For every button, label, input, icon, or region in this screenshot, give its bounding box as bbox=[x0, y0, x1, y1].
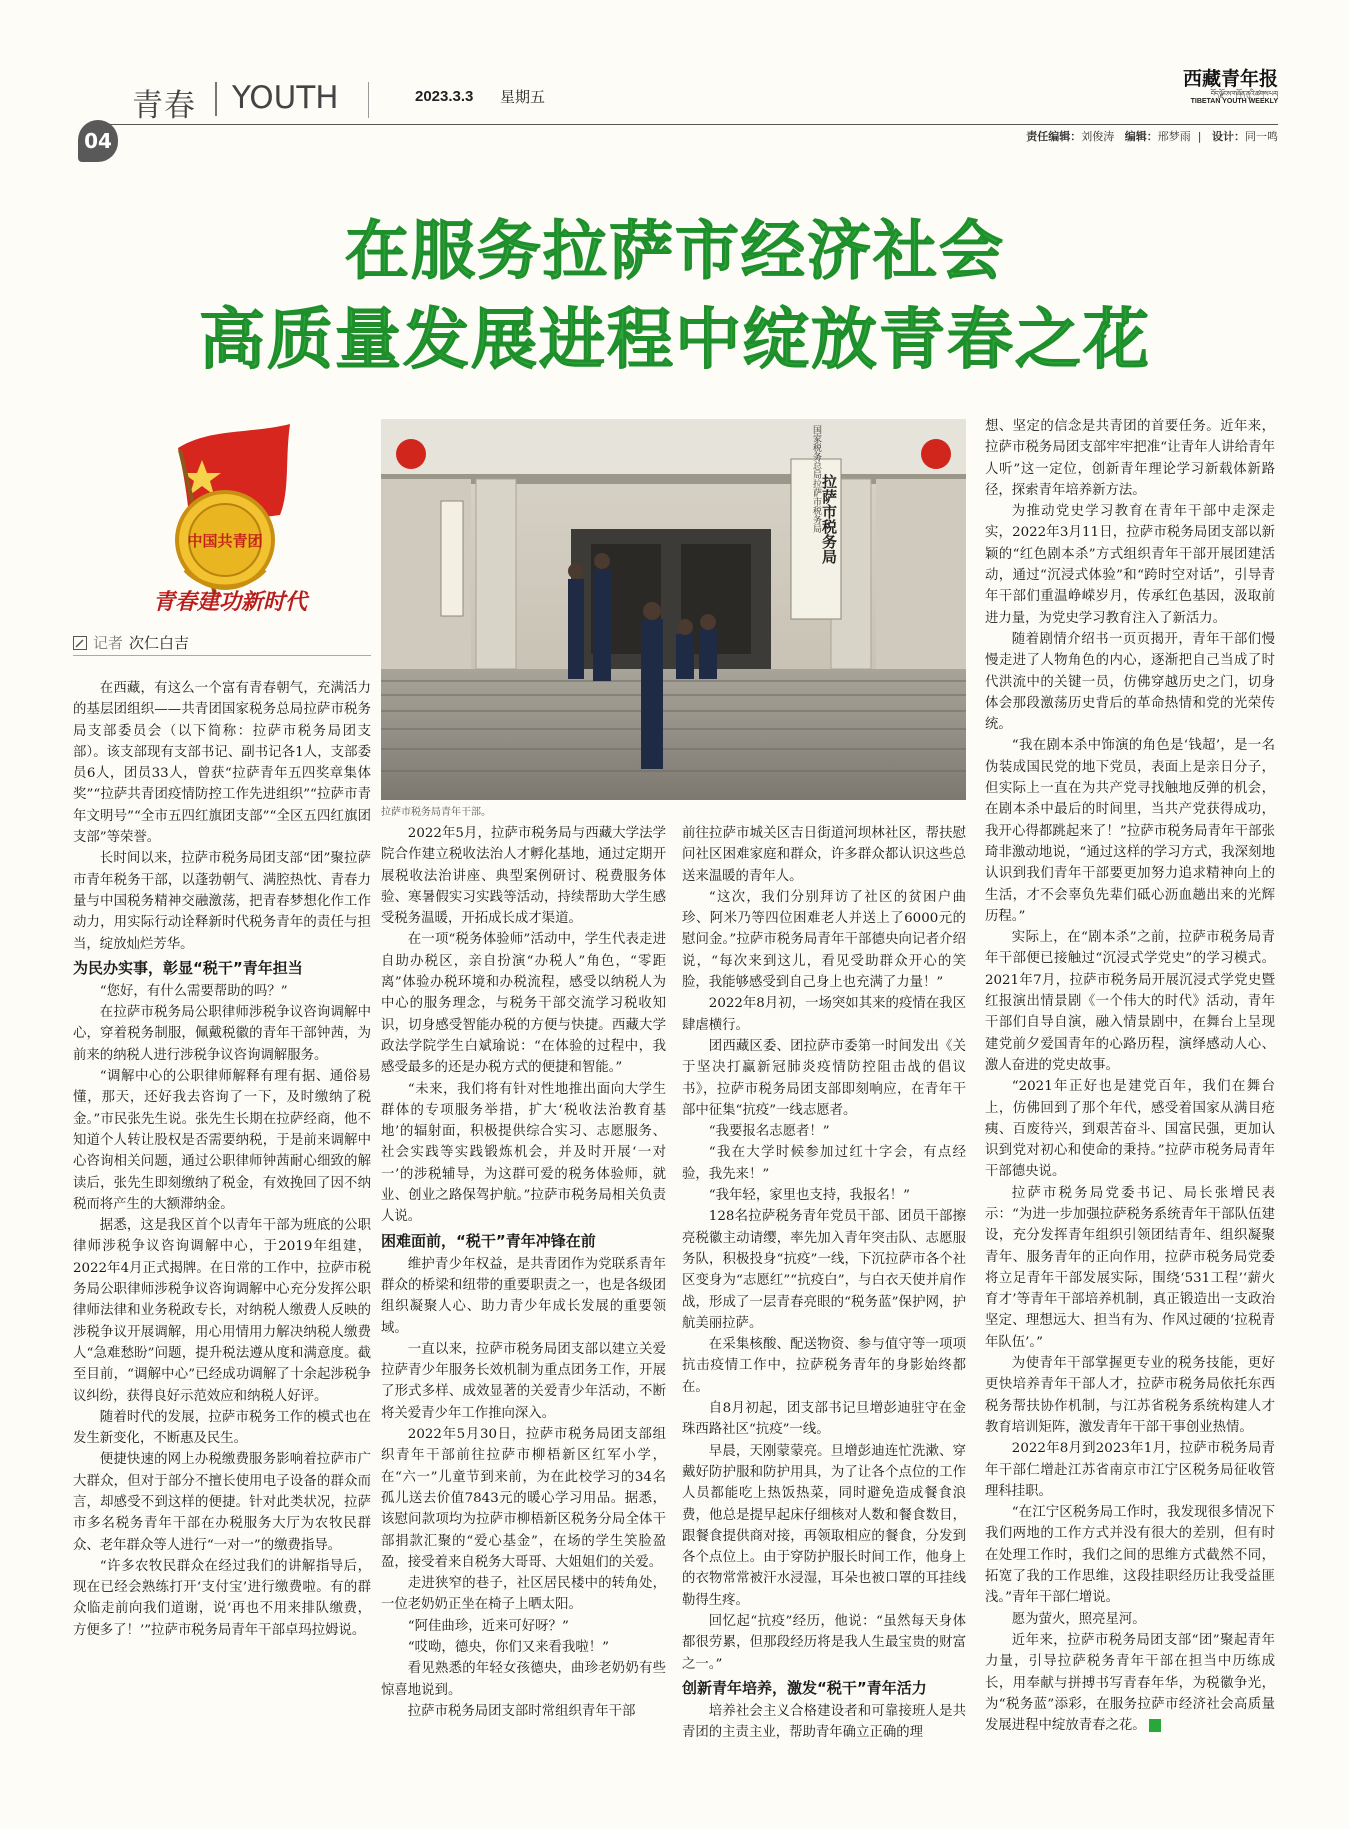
article-paragraph: 实际上，在“剧本杀”之前，拉萨市税务局青年干部便已接触过“沉浸式学党史”的学习模式。2021年7月，拉萨市税务局开展沉浸式学党史暨红报演出情景剧《一个伟大的时代》活动，青年干部们自导自演，融入情景剧中，在舞台上呈现建党前夕爱国青年的心路历程，演绎感动人心、激人奋进的党史故事。 bbox=[985, 930, 1275, 1073]
article-paragraph: “未来，我们将有针对性地推出面向大学生群体的专项服务举措，扩大‘税收法治教育基地’的辐射面，积极提供综合实习、志愿服务、社会实践等实践锻炼机会，并及时开展‘一对一’的涉税辅导，为这群可爱的税务体验师，就业、创业之路保驾护航。”拉萨市税务局相关负责人说。 bbox=[381, 1081, 666, 1225]
article-paragraph: “您好，有什么需要帮助的吗？” bbox=[99, 983, 288, 999]
article-paragraph: “我在大学时候参加过红十字会，有点经验，我先来！” bbox=[682, 1145, 966, 1182]
article-paragraph: 随着时代的发展，拉萨市税务工作的模式也在发生新变化，不断惠及民生。 bbox=[73, 1409, 371, 1447]
article-paragraph: “调解中心的公职律师解释有理有据、通俗易懂，那天，还好我去咨询了一下，及时缴纳了税金。”市民张先生说。张先生长期在拉萨经商，他不知道个人转让股权是否需要纳税，于是前来调解中心咨询相关问题，通过公职律师钟茜耐心细致的解读后，张先生即刻缴纳了税金，有效挽回了因不纳税而将产生的大额滞纳金。 bbox=[73, 1069, 371, 1212]
article-paragraph: 一直以来，拉萨市税务局团支部以建立关爱拉萨青少年服务长效机制为重点团务工作，开展了形式多样、成效显著的关爱青少年活动，不断将关爱青少年工作推向深入。 bbox=[381, 1341, 666, 1421]
article-paragraph: 在一项“税务体验师”活动中，学生代表走进自助办税区，亲自扮演“办税人”角色，“零距离”体验办税环境和办税流程，感受以纳税人为中心的服务理念，与税务干部交流学习税收知识，切身感受智能办税的方便与快捷。西藏大学政法学院学生白斌瑜说：“在体验的过程中，我感受最多的还是办税方式的便捷和智能。” bbox=[381, 932, 666, 1076]
section-title-en: YOUTH bbox=[232, 80, 339, 116]
end-mark-icon bbox=[1149, 1719, 1161, 1732]
emblem-slogan: 青春建功新时代 bbox=[152, 589, 307, 615]
article-paragraph: 2022年8月初，一场突如其来的疫情在我区肆虐横行。 bbox=[682, 996, 966, 1033]
article-paragraph: 随着剧情介绍书一页页揭开，青年干部们慢慢走进了人物角色的内心，逐渐把自己当成了时代洪流中的关键一员，仿佛穿越历史之门，切身体会那段激荡历史背后的革命热情和党的光荣传统。 bbox=[985, 631, 1275, 733]
article-paragraph: “这次，我们分别拜访了社区的贫困户曲珍、阿米乃等四位困难老人并送上了6000元的慰问金。”拉萨市税务局青年干部德央向记者介绍说，“每次来到这儿，看见受助群众开心的笑脸，我能够感受到自己身上也充满了力量！” bbox=[682, 889, 966, 991]
article-paragraph: “我在剧本杀中饰演的角色是‘钱超’，是一名伪装成国民党的地下党员，表面上是亲日分子，但实际上一直在为共产党寻找触地反弹的机会，在剧本杀中最后的时间里，当共产党获得成功，我开心得都跳起来了！”拉萨市税务局青年干部张琦非激动地说，“通过这样的学习方式，我深刻地认识到我们青年干部要更加努力追求精神向上的生活，才不会辜负先辈们砥心沥血趟出来的光辉历程。” bbox=[985, 738, 1275, 924]
article-paragraph: 2022年5月30日，拉萨市税务局团支部组织青年干部前往拉萨市柳梧新区红军小学，在“六一”儿童节到来前，为在此校学习的34名孤儿送去价值7843元的暖心学习用品。据悉，该慰问款项均为拉萨市柳梧新区税务分局全体干部捐款汇聚的“爱心基金”，在场的学生笑脸盈盈，接受着来自税务大哥哥、大姐姐们的关爱。 bbox=[381, 1427, 666, 1570]
article-paragraph: “哎呦，德央，你们又来看我啦！” bbox=[407, 1639, 609, 1655]
article-photo bbox=[381, 419, 966, 800]
youth-league-emblem-icon bbox=[140, 420, 310, 610]
building-sign-full: 国家税务总局拉萨市税务局 bbox=[811, 425, 821, 533]
byline-name: 次仁白吉 bbox=[129, 634, 190, 652]
issue-date: 2023.3.3 bbox=[415, 88, 474, 105]
header-divider bbox=[215, 82, 217, 116]
section-heading: 为民办实事，彰显“税干”青年担当 bbox=[73, 958, 303, 977]
issue-weekday: 星期五 bbox=[500, 88, 546, 106]
article-paragraph: 愿为萤火，照亮星河。 bbox=[1011, 1611, 1146, 1627]
article-paragraph: 便捷快速的网上办税缴费服务影响着拉萨市广大群众，但对于部分不擅长使用电子设备的群众而言，却感受不到这样的便捷。针对此类状况，拉萨市多名税务青年干部在办税服务大厅为农牧民群众、老年群众等人进行“一对一”的缴费指导。 bbox=[73, 1452, 371, 1553]
article-column-1 bbox=[73, 678, 371, 1641]
article-paragraph: 在西藏，有这么一个富有青春朝气，充满活力的基层团组织——共青团国家税务总局拉萨市税务局支部委员会（以下简称：拉萨市税务局团支部）。该支部现有支部书记、副书记各1人，支部委员6人，团员33人，曾获“拉萨青年五四奖章集体奖”“拉萨共青团疫情防控工作先进组织”“拉萨市青年文明号”“全市五四红旗团支部”“全区五四红旗团支部”等荣誉。 bbox=[73, 681, 371, 846]
section-title: 青春 bbox=[132, 88, 196, 124]
emblem-badge-text: 中国共青团 bbox=[187, 532, 263, 550]
article-paragraph: 团西藏区委、团拉萨市委第一时间发出《关于坚决打赢新冠肺炎疫情防控阻击战的倡议书》，拉萨市税务局团支部即刻响应，在青年干部中征集“抗疫”一线志愿者。 bbox=[682, 1038, 966, 1118]
article-paragraph: 128名拉萨税务青年党员干部、团员干部擦亮税徽主动请缨，率先加入青年突击队、志愿服务队，积极投身“抗疫”一线，下沉拉萨市各个社区变身为“志愿红”“抗疫白”，与白衣天使并肩作战，形成了一层青春亮眼的“税务蓝”保护网，护航美丽拉萨。 bbox=[682, 1209, 966, 1331]
byline bbox=[73, 632, 189, 653]
article-paragraph: 在采集核酸、配送物资、参与值守等一项项抗击疫情工作中，拉萨税务青年的身影始终都在。 bbox=[682, 1337, 966, 1395]
headline-line-1: 在服务拉萨市经济社会 bbox=[345, 215, 1005, 289]
byline-rule bbox=[73, 655, 371, 656]
article-paragraph: 长时间以来，拉萨市税务局团支部“团”聚拉萨市青年税务干部，以蓬勃朝气、满腔热忱、青春力量与中国税务精神交融激荡，把青春梦想化作工作动力，用实际行动诠释新时代税务青年的责任与担当，绽放灿烂芳华。 bbox=[73, 851, 371, 952]
article-paragraph: 想、坚定的信念是共青团的首要任务。近年来，拉萨市税务局团支部牢牢把准“让青年人讲给青年人听”这一定位，创新青年理论学习新载体新路径，探索青年培养新方法。 bbox=[985, 419, 1275, 498]
article-paragraph: 前往拉萨市城关区吉日街道河坝林社区，帮扶慰问社区困难家庭和群众，许多群众都认识这些总送来温暖的青年人。 bbox=[682, 826, 966, 884]
article-paragraph: 早晨，天刚蒙蒙亮。旦增彭迪连忙洗漱、穿戴好防护服和防护用具，为了让各个点位的工作人员都能吃上热饭热菜，同时避免造成餐食浪费，他总是提早起床仔细核对人数和餐食数目，跟餐食提供商对接，再领取相应的餐食，分发到各个点位上。由于穿防护服长时间工作，他身上的衣物常常被汗水浸湿，耳朵也被口罩的耳挂线勒得生疼。 bbox=[682, 1443, 966, 1608]
header-rule bbox=[110, 124, 1278, 125]
article-paragraph: “我年轻，家里也支持，我报名！” bbox=[708, 1188, 910, 1204]
article-column-4 bbox=[985, 416, 1275, 1736]
article-paragraph: “2021年正好也是建党百年，我们在舞台上，仿佛回到了那个年代，感受着国家从满目疮痍、百废待兴，到艰苦奋斗、国富民强，更加认识到党对初心和使命的秉持。”拉萨市税务局青年干部德央说。 bbox=[985, 1079, 1275, 1180]
article-paragraph: 拉萨市税务局团支部时常组织青年干部 bbox=[407, 1703, 636, 1719]
section-heading: 创新青年培养，激发“税干”青年活力 bbox=[682, 1678, 927, 1697]
header-divider-2 bbox=[368, 82, 369, 118]
page-number: 04 bbox=[78, 120, 118, 162]
section-heading: 困难面前，“税干”青年冲锋在前 bbox=[381, 1231, 596, 1250]
article-paragraph: 在拉萨市税务局公职律师涉税争议咨询调解中心，穿着税务制服，佩戴税徽的青年干部钟茜，为前来的纳税人进行涉税争议咨询调解服务。 bbox=[73, 1005, 371, 1063]
article-column-2 bbox=[381, 823, 666, 1722]
pencil-icon bbox=[73, 636, 87, 650]
article-paragraph: “阿佳曲珍，近来可好呀？” bbox=[407, 1618, 569, 1634]
article-paragraph: 回忆起“抗疫”经历，他说：“虽然每天身体都很劳累，但那段经历将是我人生最宝贵的财富之一。” bbox=[682, 1613, 966, 1672]
photo-caption: 拉萨市税务局青年干部。 bbox=[381, 807, 491, 818]
article-column-3 bbox=[682, 823, 966, 1743]
article-paragraph: 2022年5月，拉萨市税务局与西藏大学法学院合作建立税收法治人才孵化基地，通过定期开展税收法治讲座、典型案例研讨、税费服务体验、寒暑假实习实践等活动，持续帮助大学生感受税务温暖，开拓成长成才渠道。 bbox=[381, 826, 666, 927]
article-paragraph: “我要报名志愿者！” bbox=[708, 1124, 830, 1140]
headline-line-2: 高质量发展进程中绽放青春之花 bbox=[199, 301, 1151, 378]
article-paragraph: 看见熟悉的年轻女孩德央，曲珍老奶奶有些惊喜地说到。 bbox=[381, 1661, 666, 1698]
article-paragraph: 为推动党史学习教育在青年干部中走深走实，2022年3月11日，拉萨市税务局团支部以新颖的“红色剧本杀”方式组织青年干部开展团建活动，通过“沉浸式体验”和“跨时空对话”，引导青年干部们重温峥嵘岁月，传承红色基因，汲取前进力量，为党史学习教育注入了新活力。 bbox=[985, 504, 1275, 626]
article-paragraph: 为使青年干部掌握更专业的税务技能，更好更快培养青年干部人才，拉萨市税务局依托东西税务帮扶协作机制，与江苏省税务系统构建人才教育培训矩阵，激发青年干部干事创业热情。 bbox=[985, 1356, 1275, 1435]
article-paragraph: 据悉，这是我区首个以青年干部为班底的公职律师涉税争议咨询调解中心，于2019年组建，2022年4月正式揭牌。在日常的工作中，拉萨市税务局公职律师涉税争议咨询调解中心充分发挥公职律师法律和业务税政专长，对纳税人缴费人反映的涉税争议开展调解，用心用情用力解决纳税人缴费人“急难愁盼”问题，提升税法遵从度和满意度。截至目前，“调解中心”已经成功调解了十余起涉税争议纠纷，获得良好示范效应和纳税人好评。 bbox=[73, 1218, 371, 1404]
article-paragraph: 走进狭窄的巷子，社区居民楼中的转角处，一位老奶奶正坐在椅子上晒太阳。 bbox=[381, 1576, 666, 1613]
editorial-credits: 责任编辑：刘俊涛 编辑：邢梦雨 | 设计：同一鸣 bbox=[1026, 130, 1278, 143]
masthead-tibetan: བོད་ལྗོངས་གཞོན་ནུའི་ཚགས་པར། bbox=[1210, 90, 1278, 98]
article-paragraph: 近年来，拉萨市税务局团支部“团”聚起青年力量，引导拉萨税务青年干部在担当中历练成长，用奉献与拼搏书写青春年华，为税徽争光，为“税务蓝”添彩，在服务拉萨市经济社会高质量发展进程中绽放青春之花。 bbox=[985, 1632, 1275, 1734]
byline-label: 记者 bbox=[93, 634, 124, 652]
masthead-english: TIBETAN YOUTH WEEKLY bbox=[1190, 98, 1278, 105]
article-paragraph: 维护青少年权益，是共青团作为党联系青年群众的桥梁和纽带的重要职责之一，也是各级团组织凝聚人心、助力青少年成长发展的重要领域。 bbox=[381, 1256, 666, 1336]
article-paragraph: 自8月初起，团支部书记旦增彭迪驻守在金珠西路社区“抗疫”一线。 bbox=[682, 1401, 966, 1438]
masthead-title: 西藏青年报 bbox=[1182, 68, 1278, 90]
article-paragraph: 拉萨市税务局党委书记、局长张增民表示：“为进一步加强拉萨税务系统青年干部队伍建设，充分发挥青年组织引领团结青年、组织凝聚青年、服务青年的正向作用，拉萨市税务局党委将立足青年干部发展实际，围绕‘531工程’‘薪火育才’等青年干部培养机制，真正锻造出一支政治坚定、理想远大、担当有为、作风过硬的‘拉税青年队伍’。” bbox=[985, 1185, 1275, 1350]
article-paragraph: 2022年8月到2023年1月，拉萨市税务局青年干部仁增赴江苏省南京市江宁区税务局征收管理科挂职。 bbox=[985, 1441, 1275, 1499]
article-paragraph: “许多农牧民群众在经过我们的讲解指导后，现在已经会熟练打开‘支付宝’进行缴费啦。有的群众临走前向我们道谢，说‘再也不用来排队缴费，方便多了！’”拉萨市税务局青年干部卓玛拉姆说。 bbox=[73, 1558, 371, 1638]
article-paragraph: 培养社会主义合格建设者和可靠接班人是共青团的主责主业，帮助青年确立正确的理 bbox=[682, 1703, 966, 1741]
article-paragraph: “在江宁区税务局工作时，我发现很多情况下我们两地的工作方式并没有很大的差别，但有时在处理工作时，我们之间的思维方式截然不同，拓宽了我的工作思维，这段挂职经历让我受益匪浅。”青年干部仁增说。 bbox=[985, 1505, 1275, 1606]
building-sign-short: 拉萨市税务局 bbox=[820, 474, 838, 564]
